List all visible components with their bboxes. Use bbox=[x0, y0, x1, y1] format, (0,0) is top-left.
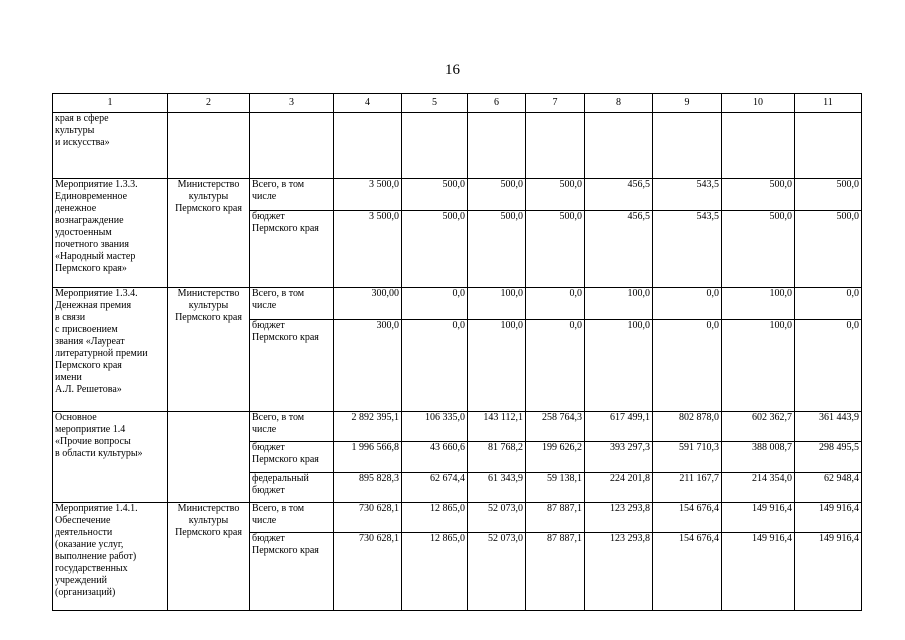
amount-cell: 62 674,4 bbox=[402, 473, 468, 503]
amount-cell: 100,0 bbox=[468, 320, 526, 412]
amount-cell: 3 500,0 bbox=[334, 179, 402, 211]
amount-cell: 500,0 bbox=[795, 211, 862, 288]
amount-cell: 895 828,3 bbox=[334, 473, 402, 503]
amount-cell: 2 892 395,1 bbox=[334, 412, 402, 442]
funding-source: бюджет Пермского края bbox=[250, 442, 334, 473]
empty-cell bbox=[402, 113, 468, 179]
empty-cell bbox=[795, 113, 862, 179]
column-number: 1 bbox=[53, 94, 168, 113]
column-number-row bbox=[53, 94, 862, 113]
column-number: 11 bbox=[795, 94, 862, 113]
empty-cell bbox=[585, 113, 653, 179]
amount-cell: 52 073,0 bbox=[468, 503, 526, 533]
funding-source: Всего, в том числе bbox=[250, 179, 334, 211]
amount-cell: 1 996 566,8 bbox=[334, 442, 402, 473]
activity-name: Мероприятие 1.3.4. Денежная премия в связи с присвоением звания «Лауреат литературной премии Пермского края имени А.Л. Решетова» bbox=[53, 288, 168, 412]
executor: Министерство культуры Пермского края bbox=[168, 503, 250, 611]
funding-source: Всего, в том числе bbox=[250, 288, 334, 320]
amount-cell: 591 710,3 bbox=[653, 442, 722, 473]
amount-cell: 393 297,3 bbox=[585, 442, 653, 473]
amount-cell: 0,0 bbox=[402, 320, 468, 412]
funding-source: бюджет Пермского края bbox=[250, 533, 334, 611]
funding-source: бюджет Пермского края bbox=[250, 211, 334, 288]
amount-cell: 100,0 bbox=[585, 320, 653, 412]
amount-cell: 500,0 bbox=[526, 179, 585, 211]
amount-cell: 43 660,6 bbox=[402, 442, 468, 473]
amount-cell: 149 916,4 bbox=[722, 503, 795, 533]
amount-cell: 154 676,4 bbox=[653, 503, 722, 533]
activity-name: Мероприятие 1.3.3. Единовременное денежное вознаграждение удостоенным почетного звания «Народный мастер Пермского края» bbox=[53, 179, 168, 288]
column-number: 7 bbox=[526, 94, 585, 113]
column-number: 2 bbox=[168, 94, 250, 113]
amount-cell: 361 443,9 bbox=[795, 412, 862, 442]
amount-cell: 0,0 bbox=[526, 288, 585, 320]
amount-cell: 300,00 bbox=[334, 288, 402, 320]
amount-cell: 602 362,7 bbox=[722, 412, 795, 442]
amount-cell: 149 916,4 bbox=[795, 533, 862, 611]
column-number: 3 bbox=[250, 94, 334, 113]
amount-cell: 214 354,0 bbox=[722, 473, 795, 503]
amount-cell: 52 073,0 bbox=[468, 533, 526, 611]
amount-cell: 617 499,1 bbox=[585, 412, 653, 442]
amount-cell: 500,0 bbox=[468, 211, 526, 288]
empty-cell bbox=[168, 113, 250, 179]
amount-cell: 100,0 bbox=[722, 288, 795, 320]
amount-cell: 211 167,7 bbox=[653, 473, 722, 503]
column-number: 5 bbox=[402, 94, 468, 113]
amount-cell: 100,0 bbox=[722, 320, 795, 412]
amount-cell: 0,0 bbox=[795, 320, 862, 412]
amount-cell: 106 335,0 bbox=[402, 412, 468, 442]
amount-cell: 0,0 bbox=[795, 288, 862, 320]
amount-cell: 258 764,3 bbox=[526, 412, 585, 442]
amount-cell: 62 948,4 bbox=[795, 473, 862, 503]
amount-cell: 199 626,2 bbox=[526, 442, 585, 473]
amount-cell: 154 676,4 bbox=[653, 533, 722, 611]
page-number: 16 bbox=[445, 62, 460, 78]
amount-cell: 500,0 bbox=[468, 179, 526, 211]
amount-cell: 500,0 bbox=[722, 211, 795, 288]
amount-cell: 100,0 bbox=[585, 288, 653, 320]
empty-cell bbox=[653, 113, 722, 179]
empty-cell bbox=[468, 113, 526, 179]
amount-cell: 224 201,8 bbox=[585, 473, 653, 503]
amount-cell: 500,0 bbox=[402, 179, 468, 211]
amount-cell: 802 878,0 bbox=[653, 412, 722, 442]
table-row bbox=[53, 412, 862, 442]
amount-cell: 123 293,8 bbox=[585, 503, 653, 533]
table-row bbox=[53, 503, 862, 533]
amount-cell: 12 865,0 bbox=[402, 503, 468, 533]
column-number: 10 bbox=[722, 94, 795, 113]
amount-cell: 3 500,0 bbox=[334, 211, 402, 288]
amount-cell: 388 008,7 bbox=[722, 442, 795, 473]
amount-cell: 500,0 bbox=[722, 179, 795, 211]
funding-source: бюджет Пермского края bbox=[250, 320, 334, 412]
continuation-row bbox=[53, 113, 862, 179]
activity-name: Мероприятие 1.4.1. Обеспечение деятельности (оказание услуг, выполнение работ) государственных учреждений (организаций) bbox=[53, 503, 168, 611]
amount-cell: 730 628,1 bbox=[334, 533, 402, 611]
amount-cell: 87 887,1 bbox=[526, 503, 585, 533]
amount-cell: 543,5 bbox=[653, 179, 722, 211]
amount-cell: 87 887,1 bbox=[526, 533, 585, 611]
executor: Министерство культуры Пермского края bbox=[168, 179, 250, 288]
amount-cell: 0,0 bbox=[653, 288, 722, 320]
empty-cell bbox=[250, 113, 334, 179]
amount-cell: 123 293,8 bbox=[585, 533, 653, 611]
table-row bbox=[53, 288, 862, 320]
table-row bbox=[53, 179, 862, 211]
amount-cell: 0,0 bbox=[653, 320, 722, 412]
amount-cell: 500,0 bbox=[526, 211, 585, 288]
amount-cell: 149 916,4 bbox=[795, 503, 862, 533]
amount-cell: 456,5 bbox=[585, 179, 653, 211]
empty-cell bbox=[526, 113, 585, 179]
column-number: 6 bbox=[468, 94, 526, 113]
amount-cell: 61 343,9 bbox=[468, 473, 526, 503]
activity-name: Основное мероприятие 1.4 «Прочие вопросы в области культуры» bbox=[53, 412, 168, 503]
amount-cell: 298 495,5 bbox=[795, 442, 862, 473]
amount-cell: 59 138,1 bbox=[526, 473, 585, 503]
funding-source: Всего, в том числе bbox=[250, 412, 334, 442]
program-funding-table bbox=[52, 93, 862, 611]
activity-name: края в сфере культуры и искусства» bbox=[53, 113, 168, 179]
amount-cell: 730 628,1 bbox=[334, 503, 402, 533]
executor bbox=[168, 412, 250, 503]
amount-cell: 300,0 bbox=[334, 320, 402, 412]
amount-cell: 12 865,0 bbox=[402, 533, 468, 611]
amount-cell: 543,5 bbox=[653, 211, 722, 288]
amount-cell: 100,0 bbox=[468, 288, 526, 320]
column-number: 4 bbox=[334, 94, 402, 113]
amount-cell: 0,0 bbox=[402, 288, 468, 320]
column-number: 8 bbox=[585, 94, 653, 113]
amount-cell: 149 916,4 bbox=[722, 533, 795, 611]
amount-cell: 0,0 bbox=[526, 320, 585, 412]
amount-cell: 500,0 bbox=[795, 179, 862, 211]
amount-cell: 456,5 bbox=[585, 211, 653, 288]
empty-cell bbox=[722, 113, 795, 179]
funding-source: федеральный бюджет bbox=[250, 473, 334, 503]
funding-source: Всего, в том числе bbox=[250, 503, 334, 533]
amount-cell: 500,0 bbox=[402, 211, 468, 288]
amount-cell: 143 112,1 bbox=[468, 412, 526, 442]
amount-cell: 81 768,2 bbox=[468, 442, 526, 473]
empty-cell bbox=[334, 113, 402, 179]
column-number: 9 bbox=[653, 94, 722, 113]
executor: Министерство культуры Пермского края bbox=[168, 288, 250, 412]
